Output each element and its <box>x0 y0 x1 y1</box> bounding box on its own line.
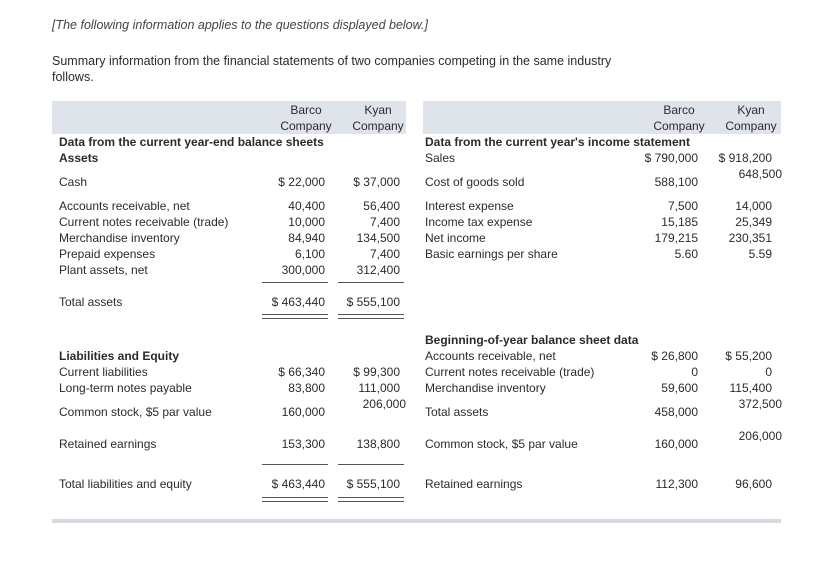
liabilities-heading: Liabilities and Equity <box>59 349 180 363</box>
row-label: Income tax expense <box>425 215 533 229</box>
barco-value: 59,600 <box>661 381 698 395</box>
kyan-value: 206,000 <box>362 397 406 411</box>
double-rule <box>262 314 328 315</box>
left-col-kyan-line1: Kyan <box>364 103 392 117</box>
kyan-value: $ 37,000 <box>353 175 400 189</box>
kyan-value: 138,800 <box>356 437 400 451</box>
barco-value: 160,000 <box>281 405 325 419</box>
row-label: Plant assets, net <box>59 263 148 277</box>
kyan-value: $ 55,200 <box>725 349 772 363</box>
barco-value: 6,100 <box>294 247 325 261</box>
kyan-value: 134,500 <box>356 231 400 245</box>
income-statement-title: Data from the current year's income statement <box>425 135 690 149</box>
row-label: Retained earnings <box>425 477 523 491</box>
subtotal-rule <box>262 282 328 283</box>
row-label: Interest expense <box>425 199 514 213</box>
kyan-value: 7,400 <box>369 215 400 229</box>
kyan-value: 0 <box>765 365 772 379</box>
double-rule <box>338 318 404 319</box>
kyan-value: 14,000 <box>735 199 772 213</box>
assets-heading: Assets <box>59 151 99 165</box>
boy-heading: Beginning-of-year balance sheet data <box>425 333 639 347</box>
intro-note: [The following information applies to the questions displayed below.] <box>52 18 428 32</box>
double-rule <box>262 501 328 502</box>
kyan-value: $ 918,200 <box>718 151 772 165</box>
left-col-barco-line2: Company <box>280 119 332 133</box>
row-label: Total assets <box>425 405 489 419</box>
double-rule <box>338 501 404 502</box>
left-col-kyan-line2: Company <box>352 119 404 133</box>
barco-value: 84,940 <box>288 231 325 245</box>
kyan-total-assets: $ 555,100 <box>346 295 400 309</box>
kyan-value: 312,400 <box>356 263 400 277</box>
kyan-value: 372,500 <box>738 397 782 411</box>
kyan-value: $ 99,300 <box>353 365 400 379</box>
row-label: Common stock, $5 par value <box>59 405 212 419</box>
bottom-divider <box>52 519 781 523</box>
kyan-value: 206,000 <box>738 429 782 443</box>
barco-value: 458,000 <box>654 405 698 419</box>
barco-total-assets: $ 463,440 <box>271 295 325 309</box>
barco-value: $ 26,800 <box>651 349 698 363</box>
right-col-kyan-line2: Company <box>725 119 777 133</box>
row-label: Accounts receivable, net <box>59 199 190 213</box>
row-label: Long-term notes payable <box>59 381 192 395</box>
double-rule <box>338 497 404 498</box>
kyan-value: 25,349 <box>735 215 772 229</box>
kyan-value: 115,400 <box>729 381 772 395</box>
row-label: Prepaid expenses <box>59 247 156 261</box>
double-rule <box>338 314 404 315</box>
kyan-value: 96,600 <box>735 477 772 491</box>
barco-value: 300,000 <box>281 263 325 277</box>
row-label: Basic earnings per share <box>425 247 558 261</box>
row-label: Net income <box>425 231 486 245</box>
barco-value: 153,300 <box>281 437 325 451</box>
row-label: Merchandise inventory <box>425 381 546 395</box>
right-col-kyan-line1: Kyan <box>737 103 765 117</box>
right-col-barco-line2: Company <box>653 119 705 133</box>
kyan-value: 56,400 <box>363 199 400 213</box>
barco-value: 179,215 <box>654 231 698 245</box>
kyan-value: 7,400 <box>369 247 400 261</box>
row-label: Accounts receivable, net <box>425 349 556 363</box>
subtotal-rule <box>262 464 328 465</box>
kyan-total-liab-equity: $ 555,100 <box>346 477 400 491</box>
row-label: Sales <box>425 151 456 165</box>
barco-value: $ 66,340 <box>278 365 325 379</box>
barco-value: 0 <box>691 365 698 379</box>
balance-sheet-title: Data from the current year-end balance sheets <box>59 135 324 149</box>
summary-line-1: Summary information from the financial statements of two companies competing in the same industry <box>52 54 612 68</box>
barco-value: 83,800 <box>288 381 325 395</box>
subtotal-rule <box>338 282 404 283</box>
barco-value: $ 790,000 <box>644 151 698 165</box>
row-label: Current liabilities <box>59 365 148 379</box>
barco-value: 15,185 <box>661 215 698 229</box>
row-label: Retained earnings <box>59 437 157 451</box>
barco-value: 160,000 <box>654 437 698 451</box>
barco-value: 112,300 <box>655 477 698 491</box>
row-label: Current notes receivable (trade) <box>425 365 595 379</box>
kyan-value: 111,000 <box>358 381 400 395</box>
double-rule <box>262 497 328 498</box>
row-label: Cost of goods sold <box>425 175 525 189</box>
left-col-barco-line1: Barco <box>290 103 322 117</box>
barco-value: 10,000 <box>288 215 325 229</box>
row-label: Common stock, $5 par value <box>425 437 578 451</box>
kyan-value: 230,351 <box>728 231 772 245</box>
summary-line-2: follows. <box>52 70 94 84</box>
total-assets-label: Total assets <box>59 295 123 309</box>
barco-total-liab-equity: $ 463,440 <box>271 477 325 491</box>
barco-value: 7,500 <box>667 199 698 213</box>
row-label: Merchandise inventory <box>59 231 180 245</box>
total-liabilities-equity-label: Total liabilities and equity <box>59 477 192 491</box>
barco-value: 588,100 <box>654 175 698 189</box>
kyan-value: 5.59 <box>748 247 772 261</box>
row-label: Current notes receivable (trade) <box>59 215 229 229</box>
row-label: Cash <box>59 175 88 189</box>
subtotal-rule <box>338 464 404 465</box>
kyan-value: 648,500 <box>738 167 782 181</box>
right-col-barco-line1: Barco <box>663 103 695 117</box>
barco-value: $ 22,000 <box>278 175 325 189</box>
double-rule <box>262 318 328 319</box>
barco-value: 5.60 <box>674 247 698 261</box>
barco-value: 40,400 <box>288 199 325 213</box>
